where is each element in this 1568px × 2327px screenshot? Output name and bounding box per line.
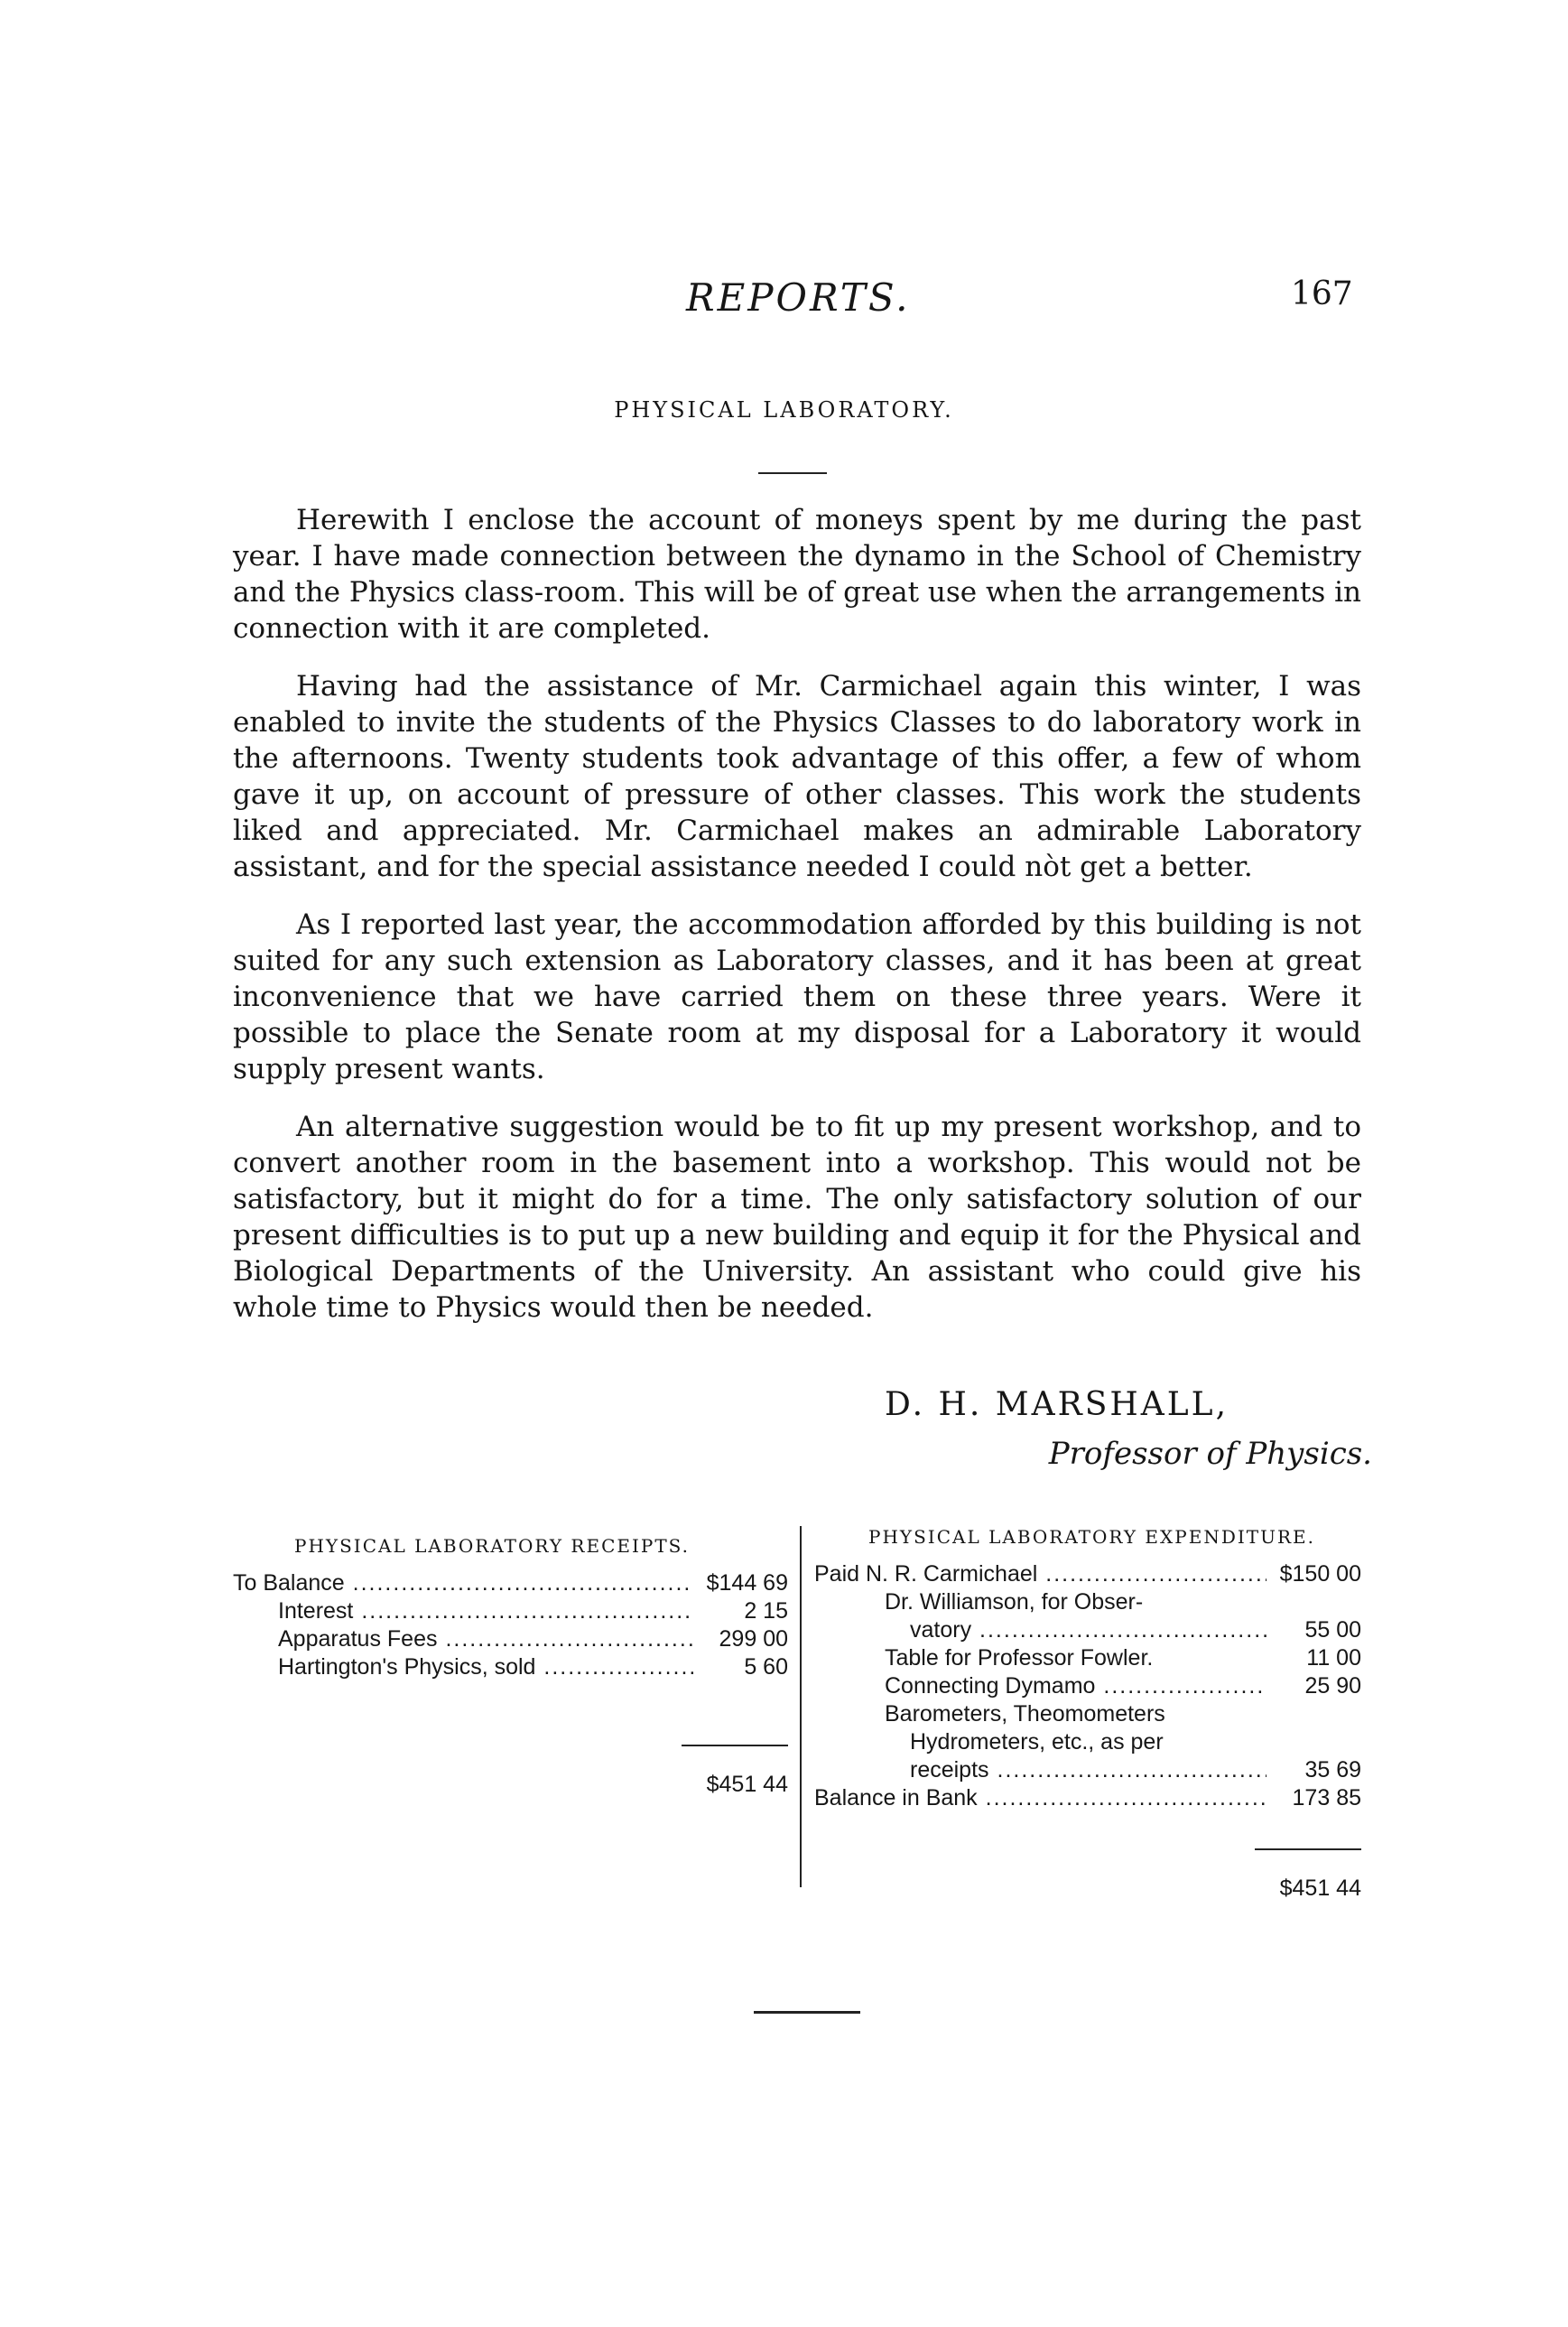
row-label: Barometers, Theomometers: [885, 1701, 1165, 1727]
page-number: 167: [1291, 275, 1353, 312]
ledger-row: [814, 1784, 1361, 1812]
row-amount: 25 90: [1304, 1673, 1361, 1699]
page-header: [0, 275, 1568, 339]
ledger-row: [814, 1616, 1361, 1644]
receipts-ledger: [233, 1526, 788, 1798]
row-amount: $150 00: [1279, 1561, 1361, 1587]
ledger-row: [233, 1625, 788, 1653]
signature-title: Professor of Physics.: [1048, 1436, 1372, 1472]
paragraph-2: Having had the assistance of Mr. Carmichael again this winter, I was enabled to invite the students of the Physics Classes to do laboratory work in the afternoons. Twenty students took advantage of this offer, a few of whom gave it up, on account of pressure of other classes. This work the students liked and appreciated. Mr. Carmichael makes an admirable Laboratory assistant, and for the special assistance needed I could nòt get a better.: [233, 670, 1361, 883]
expenditure-title: PHYSICAL LABORATORY EXPENDITURE.: [868, 1526, 1315, 1548]
footer-rule: [754, 2011, 860, 2014]
row-label: Hydrometers, etc., as per: [910, 1729, 1164, 1755]
ledger-row: [814, 1672, 1361, 1700]
receipts-total: $451 44: [706, 1772, 788, 1797]
row-label: Paid N. R. Carmichael .....: [814, 1560, 1266, 1588]
ledger-row: [814, 1560, 1361, 1588]
ledger-row: [233, 1597, 788, 1625]
row-label: vatory .....: [814, 1616, 1266, 1644]
ledger-row: [233, 1653, 788, 1681]
row-label: Dr. Williamson, for Obser-: [885, 1589, 1144, 1615]
ledger-row: [814, 1728, 1361, 1756]
section-title: PHYSICAL LABORATORY.: [614, 397, 954, 423]
row-label: receipts .....: [814, 1756, 1266, 1784]
title-rule: [758, 472, 827, 474]
ledger-row: [814, 1644, 1361, 1672]
expenditure-ledger: [814, 1526, 1361, 1902]
row-amount: 5 60: [744, 1654, 788, 1680]
row-amount: 173 85: [1292, 1785, 1361, 1810]
expenditure-total: $451 44: [1279, 1876, 1361, 1901]
row-amount: $144 69: [706, 1570, 788, 1596]
ledger-row: [814, 1588, 1361, 1616]
ledger-row: [814, 1700, 1361, 1728]
paragraph-1: Herewith I enclose the account of moneys spent by me during the past year. I have made connection between the dynamo in the School of Chemistry and the Physics class-room. This will be of great use when the arrangements in connection with it are completed.: [233, 504, 1361, 645]
row-label: Hartington's Physics, sold .....: [233, 1653, 693, 1681]
signature-name: D. H. MARSHALL,: [885, 1386, 1229, 1423]
paragraph-3: As I reported last year, the accommodation afforded by this building is not suited for any such extension as Laboratory classes, and it has been at great inconvenience that we have carried them on these three years. Were it possible to place the Senate room at my disposal for a Laboratory it would supply present wants.: [233, 908, 1361, 1085]
signature-block: [885, 1386, 1372, 1472]
ledger-row: [814, 1756, 1361, 1784]
paragraph-4: An alternative suggestion would be to fit up my present workshop, and to convert another room in the basement into a workshop. This would not be satisfactory, but it might do for a time. The only satisfactory solution of our present difficulties is to put up a new building and equip it for the Physical and Biological Departments of the University. An assistant who could give his whole time to Physics would then be needed.: [233, 1111, 1361, 1324]
receipts-title: PHYSICAL LABORATORY RECEIPTS.: [294, 1535, 691, 1557]
row-amount: 11 00: [1306, 1645, 1361, 1671]
row-label: Table for Professor Fowler.: [885, 1645, 1154, 1671]
ledger-divider: [800, 1526, 802, 1887]
row-amount: 55 00: [1304, 1617, 1361, 1643]
row-label: Apparatus Fees .....: [233, 1625, 693, 1653]
ledger-row: [233, 1569, 788, 1597]
accounts-section: [233, 1526, 1361, 1905]
receipts-total-rule: [682, 1745, 788, 1746]
row-label: Balance in Bank .....: [814, 1784, 1266, 1812]
row-amount: 2 15: [744, 1598, 788, 1624]
row-amount: 35 69: [1304, 1757, 1361, 1782]
row-label: Connecting Dymamo .....: [814, 1672, 1266, 1700]
running-title: REPORTS.: [686, 275, 911, 320]
row-amount: 299 00: [719, 1626, 788, 1652]
row-label: To Balance .....: [233, 1569, 693, 1597]
report-body: [233, 502, 1361, 1347]
expenditure-total-rule: [1255, 1848, 1361, 1850]
row-label: Interest .....: [233, 1597, 693, 1625]
